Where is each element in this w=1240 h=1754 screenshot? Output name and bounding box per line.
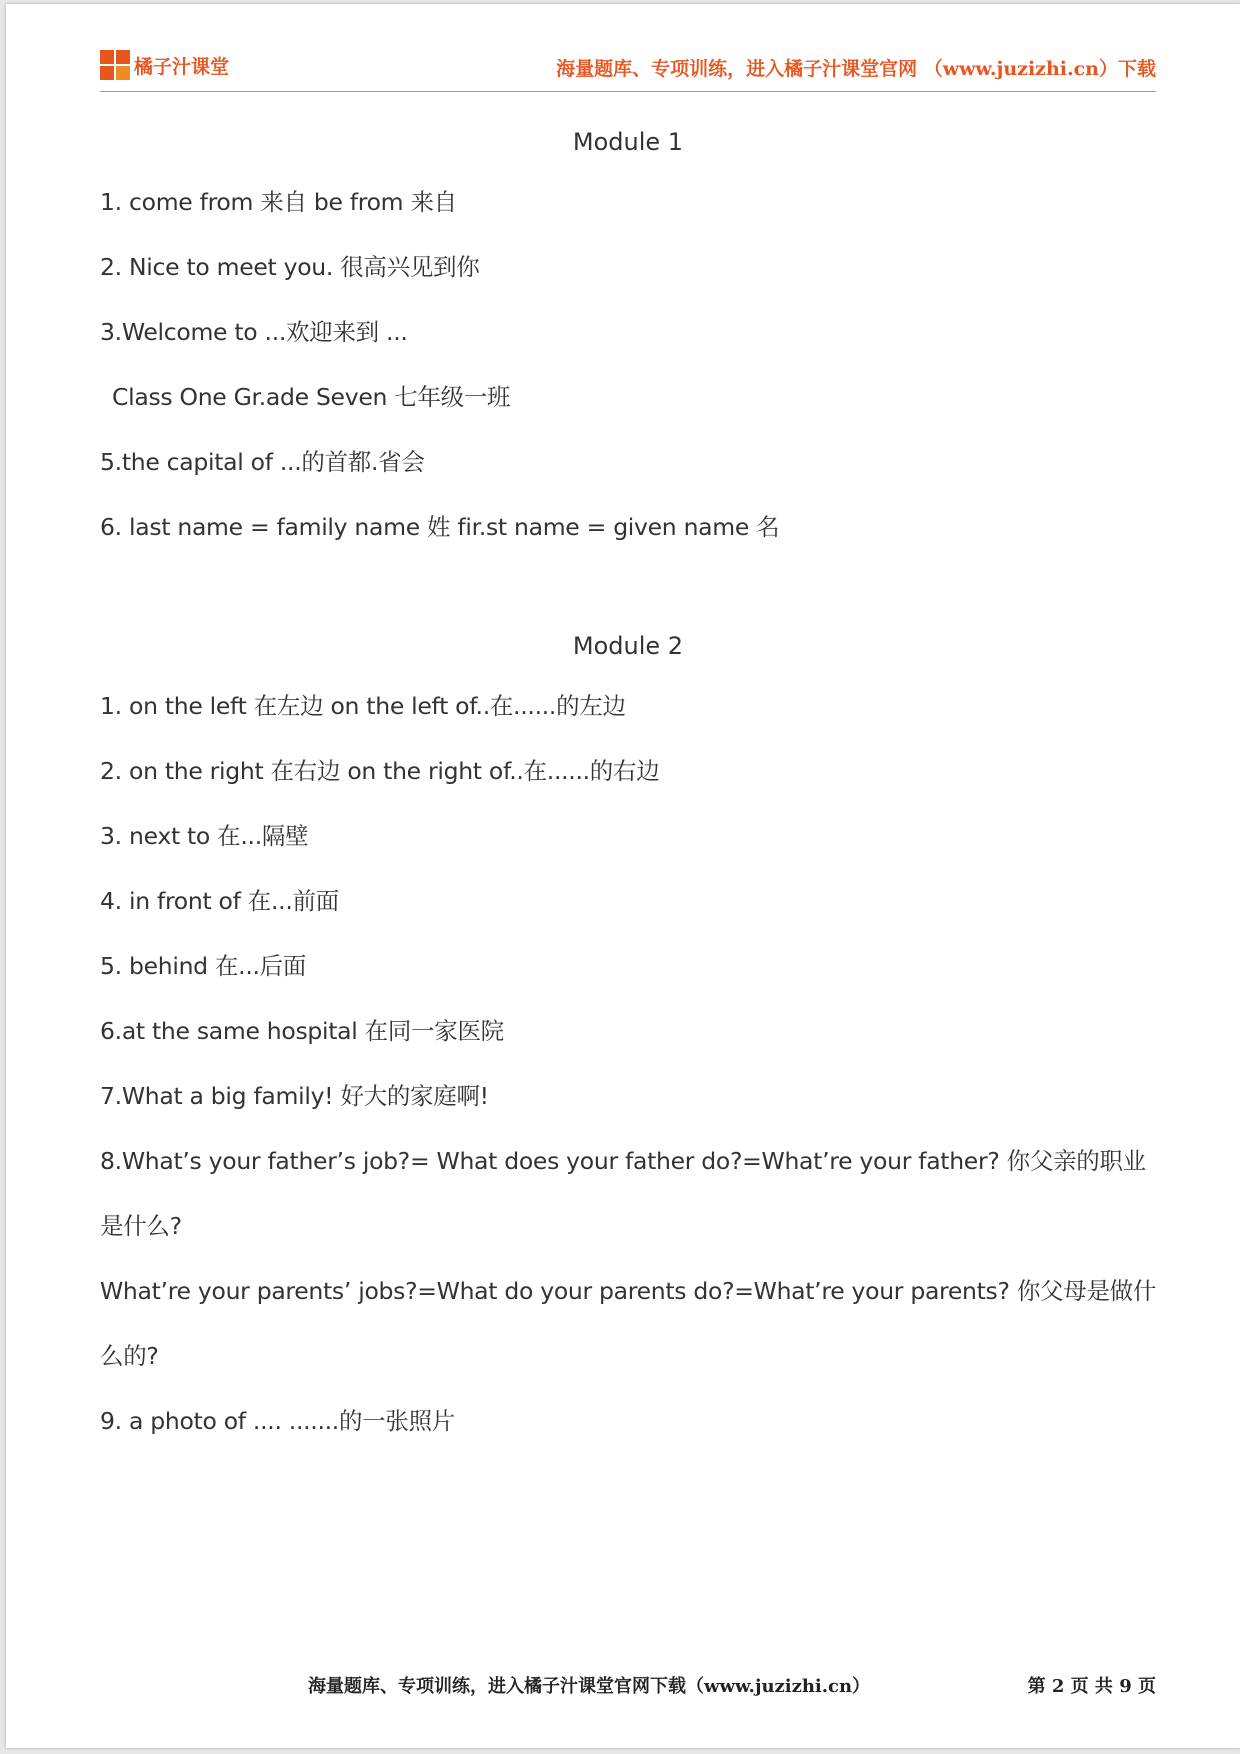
page-number: 第 2 页 共 9 页 xyxy=(1027,1676,1156,1697)
module-2-line: 6.at the same hospital 在同一家医院 xyxy=(100,1017,504,1045)
module-1-line: 1. come from 来自 be from 来自 xyxy=(100,188,457,216)
module-1-line: 6. last name = family name 姓 fir.st name = given name 名 xyxy=(100,513,780,541)
module-2-line: 4. in front of 在...前面 xyxy=(100,887,339,915)
module-2-line: 9. a photo of .... .......的一张照片 xyxy=(100,1407,455,1435)
module-2-line: 7.What a big family! 好大的家庭啊! xyxy=(100,1082,489,1110)
module-2-title: Module 2 xyxy=(572,632,684,660)
logo-text: 橘子汁课堂 xyxy=(134,55,230,78)
brand-logo xyxy=(100,50,229,80)
module-1-line: Class One Gr.ade Seven 七年级一班 xyxy=(112,383,511,411)
module-2-line: What’re your parents’ jobs?=What do your parents do?=What’re your parents? 你父母是做什 xyxy=(100,1277,1157,1305)
module-1-line: 3.Welcome to ...欢迎来到 ... xyxy=(100,318,408,346)
logo-icon xyxy=(100,50,130,80)
module-1-line: 5.the capital of ...的首都.省会 xyxy=(100,448,425,476)
header-slogan: 海量题库、专项训练，进入橘子汁课堂官网 （www.juzizhi.cn）下载 xyxy=(556,58,1156,80)
module-2-line: 是什么? xyxy=(100,1212,182,1240)
page-footer xyxy=(6,1672,1240,1704)
module-2-line: 5. behind 在...后面 xyxy=(100,952,307,980)
page-header xyxy=(100,44,1156,92)
module-2-line: 2. on the right 在右边 on the right of..在......的右边 xyxy=(100,757,660,785)
module-1-line: 2. Nice to meet you. 很高兴见到你 xyxy=(100,253,480,281)
module-2-line: 么的? xyxy=(100,1342,159,1370)
footer-text: 海量题库、专项训练，进入橘子汁课堂官网下载（www.juzizhi.cn） xyxy=(308,1676,871,1697)
module-1-title: Module 1 xyxy=(572,128,684,156)
page-content xyxy=(100,114,1156,1454)
document-page xyxy=(6,4,1240,1748)
module-2-line: 3. next to 在...隔壁 xyxy=(100,822,309,850)
module-2-line: 8.What’s your father’s job?= What does your father do?=What’re your father? 你父亲的职业 xyxy=(100,1147,1146,1175)
header-divider xyxy=(100,91,1156,92)
module-2-line: 1. on the left 在左边 on the left of..在......的左边 xyxy=(100,692,626,720)
section-gap xyxy=(100,560,1156,618)
